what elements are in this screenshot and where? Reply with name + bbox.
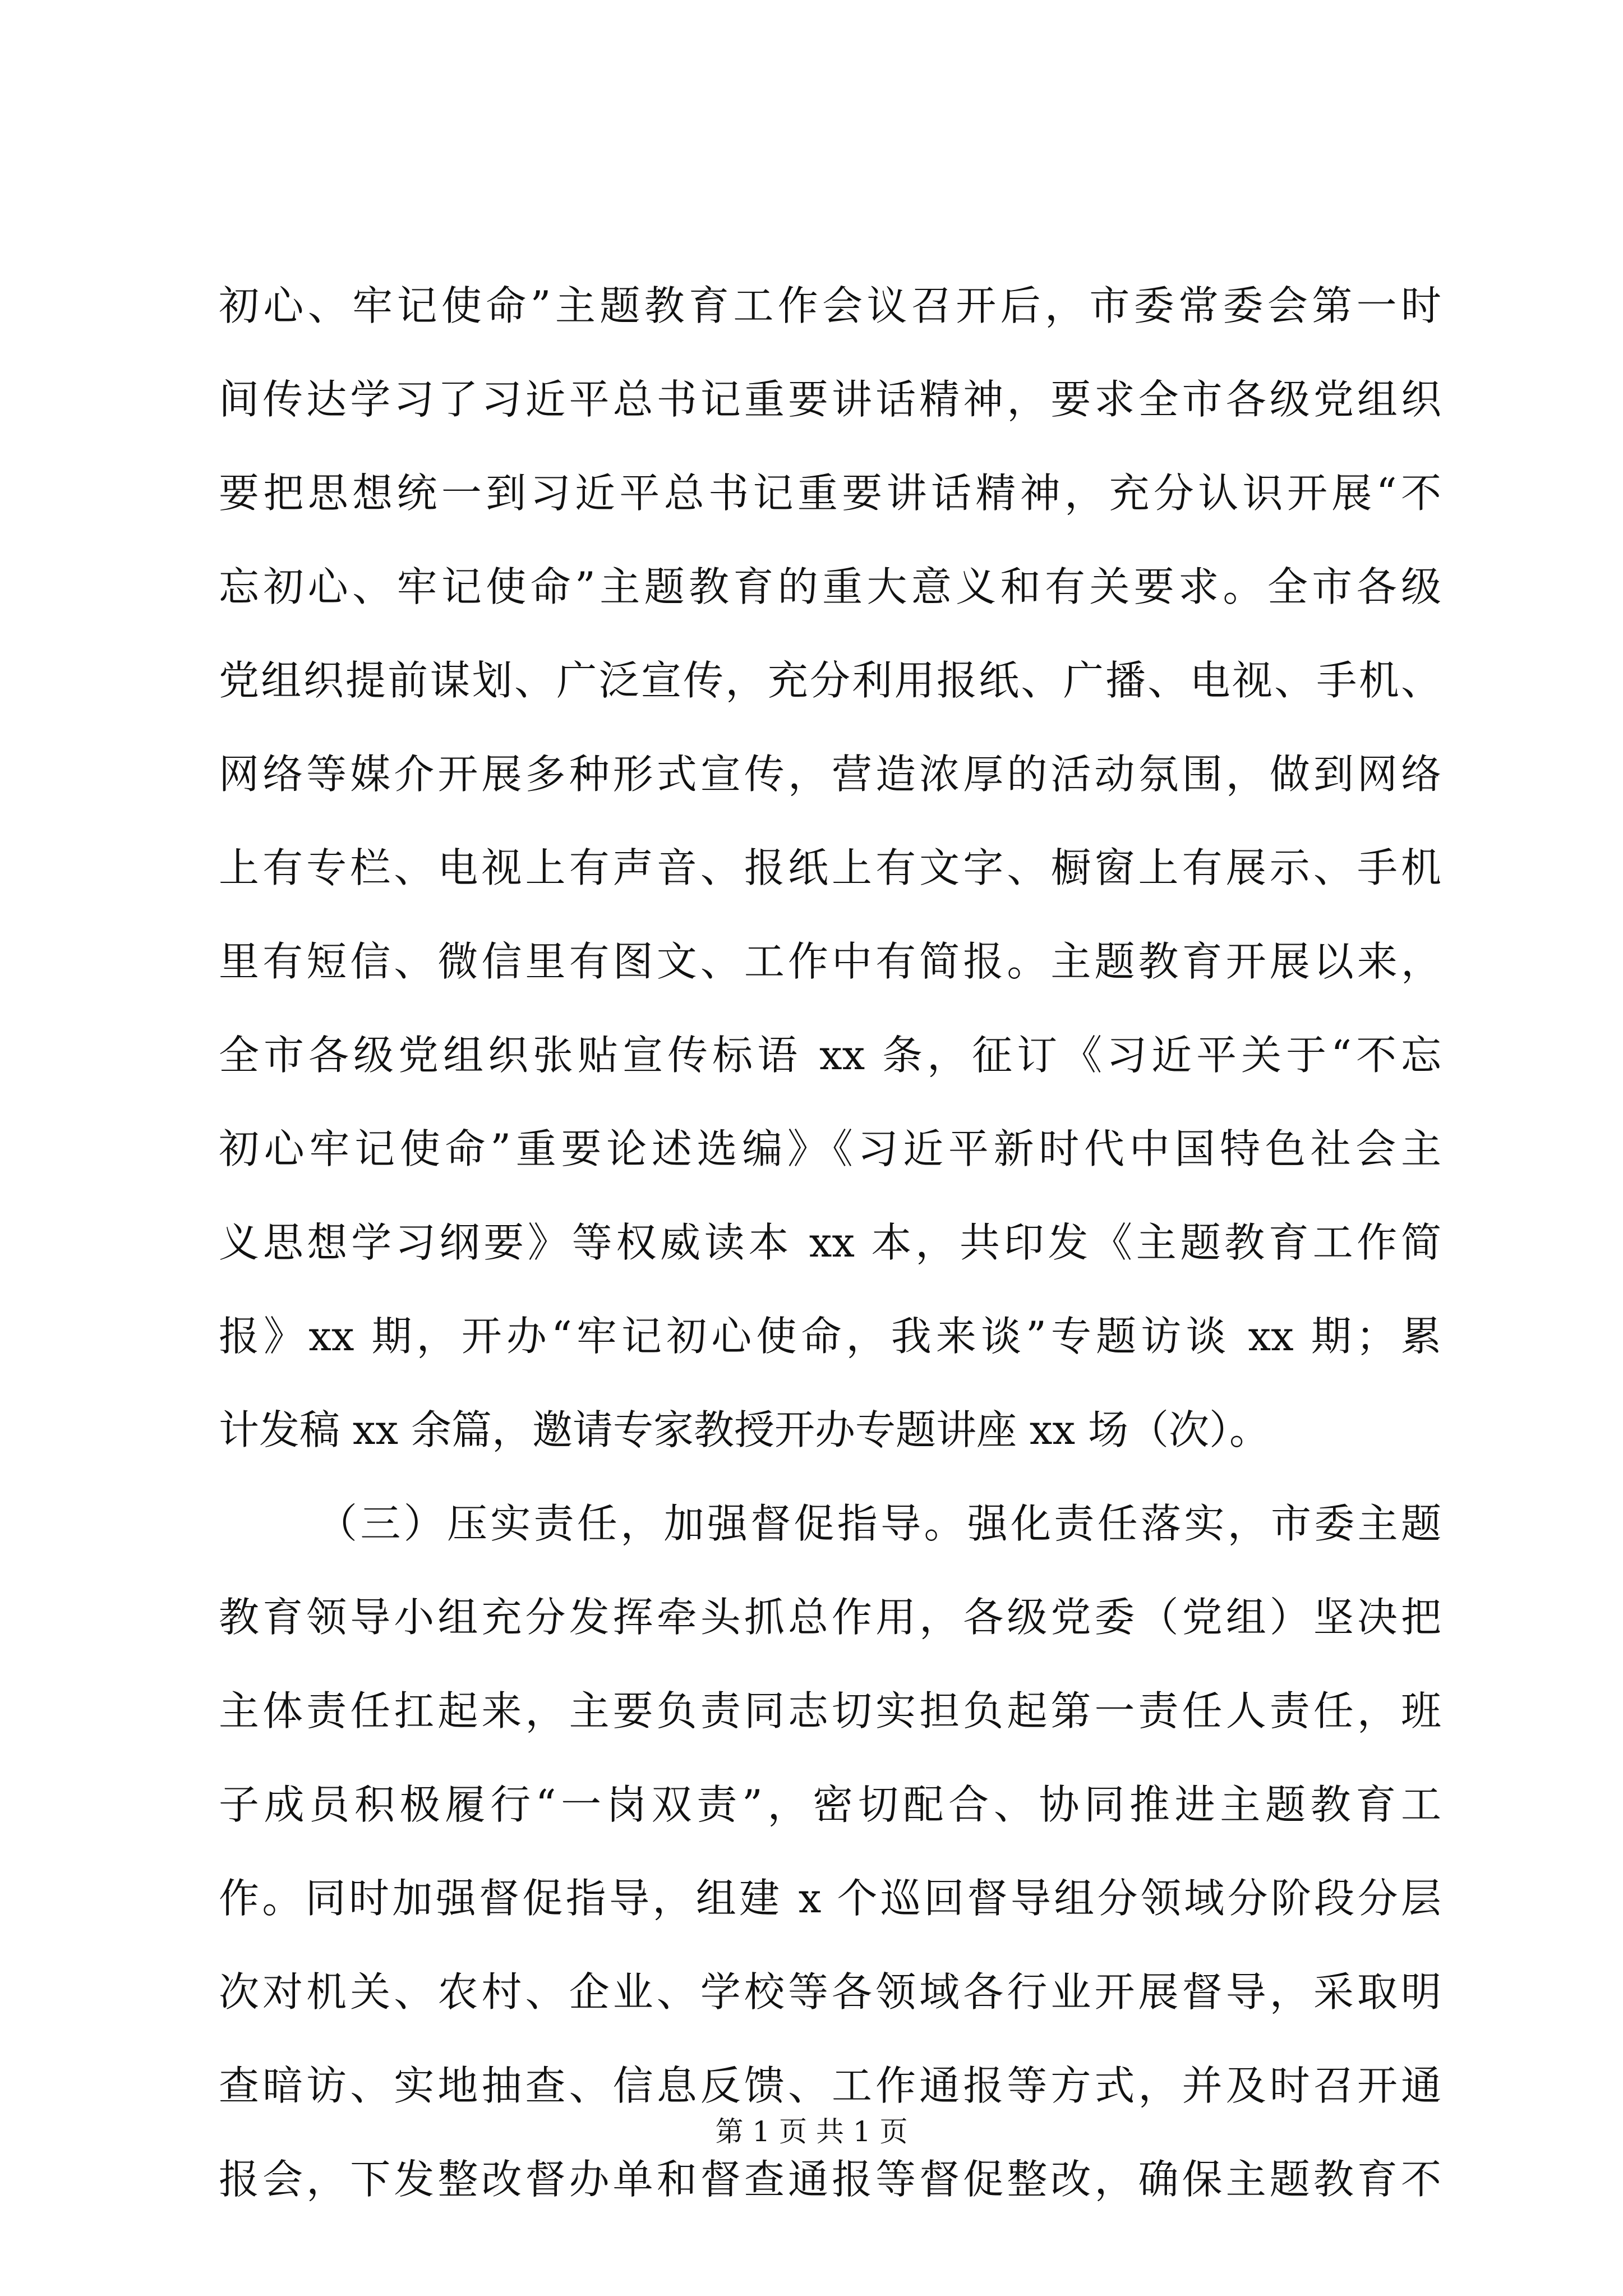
page-footer: 第 1 页 共 1 页 bbox=[715, 2115, 908, 2148]
text-line: 网络等媒介开展多种形式宣传，营造浓厚的活动氛围，做到网络 bbox=[219, 751, 1441, 798]
text-line: 主体责任扛起来，主要负责同志切实担负起第一责任人责任，班 bbox=[219, 1687, 1441, 1734]
text-line: 查暗访、实地抽查、信息反馈、工作通报等方式，并及时召开通 bbox=[219, 2062, 1441, 2109]
text-line: 教育领导小组充分发挥牵头抓总作用，各级党委（党组）坚决把 bbox=[219, 1594, 1441, 1641]
text-line: 里有短信、微信里有图文、工作中有简报。主题教育开展以来， bbox=[219, 938, 1441, 985]
text-line: 全市各级党组织张贴宣传标语 xx 条，征订《习近平关于“不忘 bbox=[219, 1032, 1441, 1079]
text-line: 党组织提前谋划、广泛宣传，充分利用报纸、广播、电视、手机、 bbox=[219, 657, 1441, 704]
text-line: 义思想学习纲要》等权威读本 xx 本，共印发《主题教育工作简 bbox=[219, 1219, 1441, 1266]
text-line: 作。同时加强督促指导，组建 x 个巡回督导组分领域分阶段分层 bbox=[219, 1875, 1441, 1922]
text-line: 要把思想统一到习近平总书记重要讲话精神，充分认识开展“不 bbox=[219, 470, 1441, 517]
section-heading-line: （三）压实责任，加强督促指导。强化责任落实，市委主题 bbox=[317, 1500, 1441, 1547]
text-line: 报会，下发整改督办单和督查通报等督促整改，确保主题教育不 bbox=[219, 2156, 1441, 2203]
text-line: 初心牢记使命”重要论述选编》《习近平新时代中国特色社会主 bbox=[219, 1125, 1441, 1172]
text-line: 上有专栏、电视上有声音、报纸上有文字、橱窗上有展示、手机 bbox=[219, 844, 1441, 891]
text-line: 子成员积极履行“一岗双责”，密切配合、协同推进主题教育工 bbox=[219, 1781, 1441, 1828]
text-line: 忘初心、牢记使命”主题教育的重大意义和有关要求。全市各级 bbox=[219, 563, 1441, 610]
text-line: 初心、牢记使命”主题教育工作会议召开后，市委常委会第一时 bbox=[219, 282, 1441, 329]
body-text bbox=[219, 259, 1441, 2226]
text-line: 次对机关、农村、企业、学校等各领域各行业开展督导，采取明 bbox=[219, 1968, 1441, 2016]
text-line: 计发稿 xx 余篇，邀请专家教授开办专题讲座 xx 场（次）。 bbox=[219, 1406, 1270, 1453]
text-line: 间传达学习了习近平总书记重要讲话精神，要求全市各级党组织 bbox=[219, 376, 1441, 423]
text-line: 报》xx 期，开办“牢记初心使命，我来谈”专题访谈 xx 期；累 bbox=[219, 1313, 1441, 1360]
